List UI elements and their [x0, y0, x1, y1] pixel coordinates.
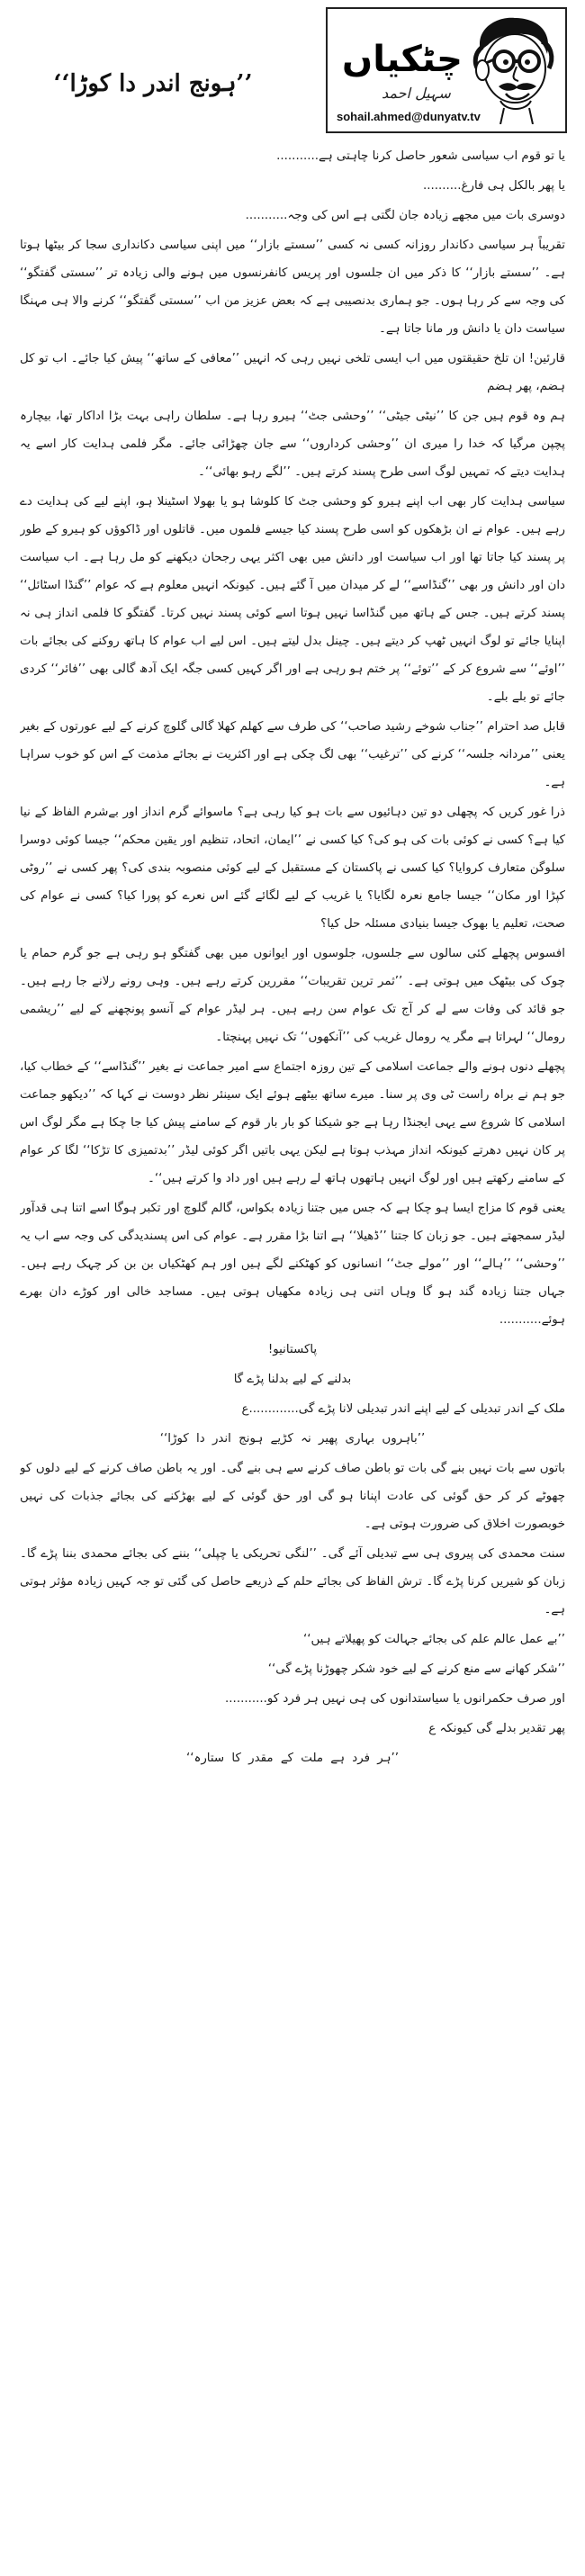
column-article-body — [20, 142, 565, 2563]
brand-logo — [338, 38, 466, 81]
column-title: ’’ہونج اندر دا کوڑا‘‘ — [53, 70, 253, 97]
article-paragraph: ملک کے اندر تبدیلی کے لیے اپنے اندر تبدیلی لانا پڑے گی.............ع — [241, 1402, 565, 1416]
brand-logo-text: چٹکیاں — [342, 39, 463, 80]
poem-verse: ’’باہروں بہاری پھیر نہ کڑیے ہونج اندر دا کوڑا‘‘ — [159, 1432, 426, 1446]
article-paragraph: افسوس پچھلے کئی سالوں سے جلسوں، جلوسوں اور ایوانوں میں بھی گفتگو ہو رہی ہے جو گرم حمام یا چوک کی بیٹھک میں ہوتی ہے۔ ’’ثمر ترین تقریبات‘‘ مقررین کرتے رہے ہیں۔ وہی رونے رلانے جا رہے ہیں۔ جو قائد کی وفات سے لے کر آج تک عوام سن رہے ہیں۔ ہر لیڈر عوام کے آنسو پونچھنے کے لیے ’’ریشمی رومال‘‘ لہراتا ہے مگر یہ رومال غریب کی ’’آنکھوں‘‘ تک نہیں پہنچتا۔ — [20, 947, 565, 1044]
article-paragraph: ’’شکر کھانے سے منع کرنے کے لیے خود شکر چھوڑنا پڑے گی‘‘ — [267, 1662, 565, 1676]
article-paragraph: دوسری بات میں مجھے زیادہ جان لگتی ہے اس کی وجہ........... — [245, 209, 565, 222]
column-brand-box — [326, 7, 567, 133]
article-paragraph: ’’بے عمل عالم علم کی بجائے جہالت کو پھیلاتے ہیں‘‘ — [302, 1633, 565, 1646]
article-paragraph: سنت محمدی کی پیروی ہی سے تبدیلی آئے گی۔ ’’لنگی تحریکی یا چپلی‘‘ بننے کی بجائے محمدی بننا پڑے گا۔ زبان کو شیریں کرنا پڑے گا۔ ترش الفاظ کی بجائے حلم کے ذریعے حاصل کی گئی تو جہ کہیں زیادہ مؤثر ہوتی ہے۔ — [20, 1547, 565, 1617]
article-paragraph: قارئین! ان تلخ حقیقتوں میں اب ایسی تلخی نہیں رہی کہ انہیں ’’معافی کے ساتھ‘‘ پیش کیا جائے۔ اب تو کل ہضم، پھر ہضم — [20, 352, 565, 393]
article-paragraph: تقریباً ہر سیاسی دکاندار روزانہ کسی نہ کسی ’’سستے بازار‘‘ میں اپنی سیاسی دکانداری سجا کر بیٹھا ہوتا ہے۔ ’’سستے بازار‘‘ کا ذکر میں ان جلسوں اور پریس کانفرنسوں میں ہونے والی زیادہ تر ’’سستی گفتگو‘‘ کی وجہ سے کر رہا ہوں۔ جو ہماری بدنصیبی ہے کہ بعض عزیز من اب ’’سستی گفتگو‘‘ کرنے والا ہی مہنگا سیاست دان یا دانش ور مانا جاتا ہے۔ — [20, 239, 565, 336]
article-paragraph: یعنی قوم کا مزاج ایسا ہو چکا ہے کہ جس میں جتنا زیادہ بکواس، گالم گلوچ اور تکبر ہوگا اسے اتنا ہی قدآور لیڈر سمجھتے ہیں۔ جو زبان کا جتنا ’’ڈھیلا‘‘ ہے اتنا بڑا مقرر ہے۔ عوام کی اس پسندیدگی کی وجہ سے اب یہ ’’وحشی‘‘ ’’ہالے‘‘ اور ’’مولے جٹ‘‘ انسانوں کو کھٹکنے لگے ہیں اور ہم کھٹکیاں بن بن کر چہک رہے ہیں۔ جہاں جتنا زیادہ گند ہو گا وہاں اتنی ہی زیادہ مکھیاں ہوتی ہیں۔ مساجد خالی اور کوڑے دان بھرے ہوئے........... — [20, 1202, 565, 1327]
article-paragraph: ذرا غور کریں کہ پچھلی دو تین دہائیوں سے بات ہو کیا رہی ہے؟ ماسوائے گرم انداز اور بےشرم الفاظ کے نیا کیا ہے؟ کسی نے کوئی بات کی ہو کی؟ کیا کسی نے ’’ایمان، اتحاد، تنظیم اور یقین محکم‘‘ جیسا کوئی دوسرا سلوگن متعارف کروایا؟ کیا کسی نے پاکستان کے مستقبل کے لیے کوئی منصوبہ بندی کی؟ پھر کسی نے ’’روٹی کپڑا اور مکان‘‘ جیسا جامع نعرہ لگایا؟ یا غریب کے لیے لگائے گئے اس نعرے کو پورا کیا؟ کسی نے عوام کی صحت، تعلیم یا بھوک جیسا بنیادی مسئلہ حل کیا؟ — [20, 806, 565, 931]
article-callout: بدلنے کے لیے بدلنا پڑے گا — [233, 1373, 352, 1386]
author-email[interactable]: sohail.ahmed@dunyatv.tv — [337, 110, 481, 123]
poem-verse: ’’ہر فرد ہے ملت کے مقدر کا ستارہ‘‘ — [185, 1752, 400, 1765]
author-caricature-icon — [464, 14, 558, 124]
article-callout: پاکستانیو! — [267, 1343, 318, 1356]
author-signature: سہیل احمد — [382, 85, 451, 102]
article-paragraph: اور صرف حکمرانوں یا سیاستدانوں کی ہی نہیں ہر فرد کو........... — [225, 1692, 565, 1706]
article-paragraph: باتوں سے بات نہیں بنے گی بات تو باطن صاف کرنے سے ہی بنے گی۔ اور یہ باطن صاف کرنے کے لیے دلوں کو چھوٹے کر کر حق گوئی کی عادت اپنانا ہو گی اور حق گوئی کے لیے بھڑکنے کی بجائے جذبات کی نہیں خوبصورت اخلاق کی ضرورت ہوتی ہے۔ — [20, 1462, 565, 1531]
article-paragraph: قابل صد احترام ’’جناب شوخے رشید صاحب‘‘ کی طرف سے کھلم کھلا گالی گلوچ کرنے کے لیے عورتوں کے بغیر یعنی ’’مردانہ جلسہ‘‘ کرنے کی ’’ترغیب‘‘ بھی لگ چکی ہے اور اکثریت نے بجائے مذمت کے اس کو خوب سراہا ہے۔ — [20, 720, 565, 789]
article-paragraph: ہم وہ قوم ہیں جن کا ’’نیٹی جیٹی‘‘ ’’وحشی جٹ‘‘ ہیرو رہا ہے۔ سلطان راہی بہت بڑا اداکار تھا، بیچارہ پچپن مرگیا کہ خدا را میری ان ’’وحشی کرداروں‘‘ سے جان چھڑائی جائے۔ مگر فلمی ہدایت کار اسے یہ ہدایت دیتے کہ تمہیں لوگ اسی طرح پسند کرتے ہیں۔ ’’لگے رہو بھائی‘‘۔ — [20, 410, 565, 479]
article-paragraph: سیاسی ہدایت کار بھی اب اپنے ہیرو کو وحشی جٹ کا کلوشا ہو یا بھولا اسٹینلا ہو، اپنے لیے کی ہدایت دے رہے ہیں۔ عوام نے ان بڑھکوں کو اسی طرح پسند کیا جیسے فلموں میں۔ قاتلوں اور ڈاکوؤں کو ہیرو کے طور پر پسند کیا جاتا تھا اور اب سیاست اور دانش میں بھی اکثر یہی رجحان دیکھنے کو مل رہا ہے۔ اب سیاست دان اور دانش ور بھی ’’گنڈاسے‘‘ لے کر میدان میں آ گئے ہیں۔ کیونکہ انہیں معلوم ہے کہ عوام ’’گنڈا اسٹائل‘‘ پسند کرتے ہیں۔ جس کے ہاتھ میں گنڈاسا نہیں ہوتا اسے کوئی پسند نہیں کرتا۔ گفتگو کا فلمی انداز ہی نہ اپنایا جائے تو لوگ انہیں ٹھپ کر دیتے ہیں۔ چینل بدل لیتے ہیں۔ اس لیے اب عوام کا ہاتھ روکنے کی بجائے بات ’’اوئے‘‘ سے شروع کر کے ’’توئے‘‘ پر ختم ہو رہی ہے اور اگر کہیں کسی جگہ ایک آدھ گالی بھی ’’فائر‘‘ کردی جائے تو بلے بلے۔ — [20, 495, 565, 704]
article-paragraph: پچھلے دنوں ہونے والے جماعت اسلامی کے تین روزہ اجتماع سے امیر جماعت نے بغیر ’’گنڈاسے‘‘ کے خطاب کیا، جو ہم نے براہ راست ٹی وی پر سنا۔ میرے ساتھ بیٹھے ہوئے ایک سینئر نظر دوست نے کہا کہ ’’دیکھو جماعت اسلامی کا شروع سے یہی ایجنڈا رہا ہے جو شیکنا کو بار بار قوم کے سامنے پیش کیا جا چکا ہے مگر لوگ اس پر کان نہیں دھرتے کیونکہ انداز مہذب ہوتا ہے لیکن یہی باتیں اگر کوئی لیڈر ’’بدتمیزی کا تڑکا‘‘ لگا کر عوام کے سامنے رکھتے ہیں اور لوگ انہیں ہاتھوں ہاتھ لے رہے ہیں اور داد وا کرتے ہیں‘‘۔ — [20, 1060, 565, 1185]
article-paragraph: یا پھر بالکل ہی فارغ.......... — [422, 179, 565, 193]
article-paragraph: یا تو قوم اب سیاسی شعور حاصل کرنا چاہتی ہے........... — [276, 149, 565, 163]
article-paragraph: پھر تقدیر بدلے گی کیونکہ ع — [428, 1722, 565, 1735]
column-masthead — [18, 7, 567, 133]
column-title-block — [18, 70, 288, 97]
